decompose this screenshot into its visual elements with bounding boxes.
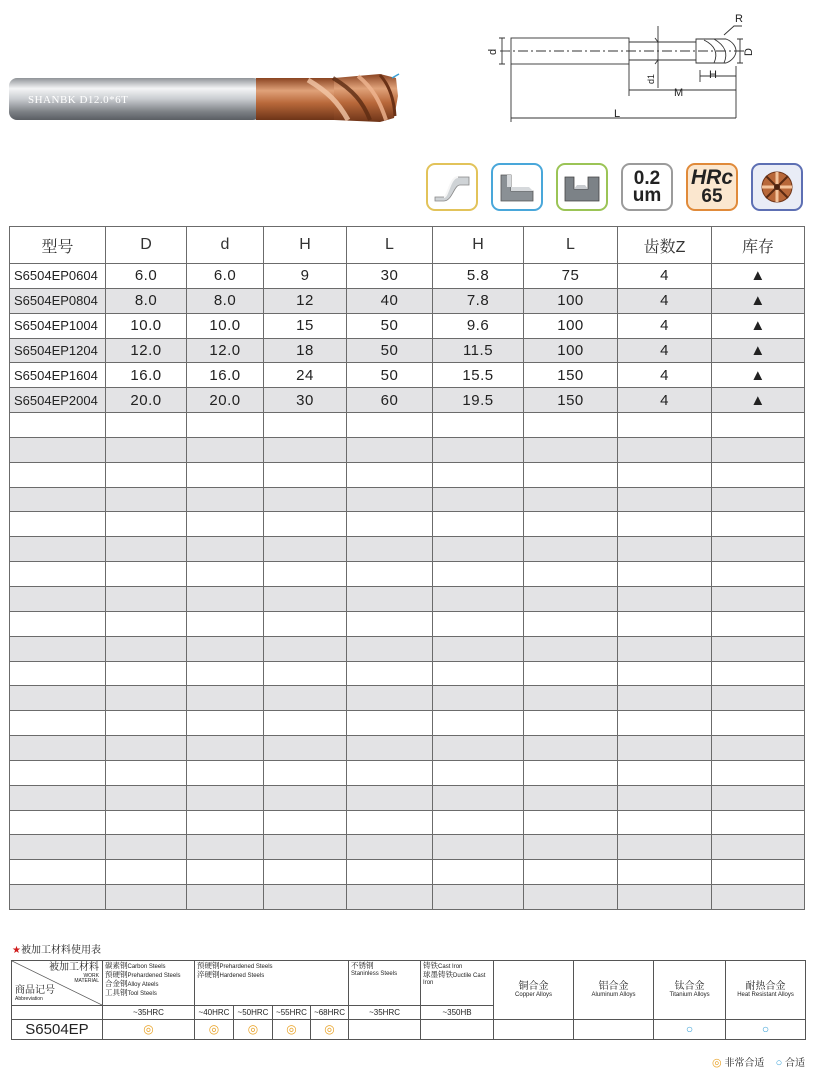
- header-model: 型号: [10, 227, 106, 264]
- cell-flutes: 4: [618, 313, 712, 338]
- header-stock: 库存: [712, 227, 805, 264]
- stainless-steel-cell: 不锈钢 Staninless Steels: [349, 961, 421, 1006]
- cell-stock: ▲: [712, 338, 805, 363]
- cell-L: 50: [347, 313, 433, 338]
- hardness-icon: HRc 65: [686, 163, 738, 211]
- cell-L: 40: [347, 288, 433, 313]
- cell-model: S6504EP1604: [10, 363, 106, 388]
- suitability-mark: ◎: [273, 1020, 311, 1040]
- cell-L: 30: [347, 264, 433, 289]
- header-L: L: [347, 227, 433, 264]
- header-H: H: [264, 227, 347, 264]
- flutes-icon: [751, 163, 803, 211]
- header-H2: H: [433, 227, 524, 264]
- cell-L2: 150: [524, 388, 618, 413]
- material-corner-cell: 被加工材料 WORK MATERIAL 商品记号 Abbreviation: [12, 961, 103, 1006]
- range-cell: ~68HRC: [311, 1006, 349, 1020]
- cell-flutes: 4: [618, 288, 712, 313]
- empty-table-row: [10, 462, 805, 487]
- hardened-steel-group: 预硬钢Prehardened Steels 淬硬钢Hardened Steels: [195, 961, 349, 1006]
- header-L2: L: [524, 227, 618, 264]
- cell-flutes: 4: [618, 338, 712, 363]
- empty-table-row: [10, 835, 805, 860]
- empty-table-row: [10, 537, 805, 562]
- empty-table-row: [10, 487, 805, 512]
- cell-flutes: 4: [618, 264, 712, 289]
- table-header-row: [10, 227, 805, 264]
- table-row: [10, 363, 805, 388]
- cell-L: 50: [347, 338, 433, 363]
- empty-table-row: [10, 785, 805, 810]
- cell-H2: 9.6: [433, 313, 524, 338]
- cell-d: 6.0: [187, 264, 264, 289]
- cell-L2: 150: [524, 363, 618, 388]
- cell-stock: ▲: [712, 264, 805, 289]
- cell-L2: 100: [524, 288, 618, 313]
- cell-H: 30: [264, 388, 347, 413]
- label-d: d: [487, 48, 499, 55]
- slot-milling-icon: [556, 163, 608, 211]
- empty-table-row: [10, 760, 805, 785]
- range-cell: ~50HRC: [234, 1006, 273, 1020]
- table-row: [10, 288, 805, 313]
- cell-d: 16.0: [187, 363, 264, 388]
- suitability-mark: [349, 1020, 421, 1040]
- empty-table-row: [10, 611, 805, 636]
- suitability-mark: [574, 1020, 654, 1040]
- cell-stock: ▲: [712, 288, 805, 313]
- label-H: H: [709, 69, 717, 81]
- range-cell: ~40HRC: [195, 1006, 234, 1020]
- cell-d: 10.0: [187, 313, 264, 338]
- cell-model: S6504EP0804: [10, 288, 106, 313]
- cell-L: 50: [347, 363, 433, 388]
- product-code: S6504EP: [12, 1020, 103, 1040]
- product-suitability-row: [12, 1020, 806, 1040]
- suitability-mark: [421, 1020, 494, 1040]
- empty-table-row: [10, 885, 805, 910]
- cell-model: S6504EP1004: [10, 313, 106, 338]
- accuracy-icon: 0.2 um: [621, 163, 673, 211]
- table-row: [10, 313, 805, 338]
- cell-L: 60: [347, 388, 433, 413]
- cell-H2: 5.8: [433, 264, 524, 289]
- label-R: R: [735, 13, 743, 25]
- empty-table-row: [10, 711, 805, 736]
- cell-H2: 15.5: [433, 363, 524, 388]
- cell-model: S6504EP2004: [10, 388, 106, 413]
- suitability-mark: ◎: [103, 1020, 195, 1040]
- cast-iron-group: 铸铁Cast Iron 球墨铸铁Ductile Cast Iron: [421, 961, 494, 1006]
- carbon-steel-group: 碳素钢Carbon Steels 预硬钢Prehardened Steels 合金钢Alloy Ateels 工具钢Tool Steels: [103, 961, 195, 1006]
- empty-table-row: [10, 512, 805, 537]
- label-M: M: [674, 87, 684, 99]
- material-header-row: [12, 961, 806, 1006]
- cell-D: 10.0: [106, 313, 187, 338]
- empty-table-row: [10, 413, 805, 438]
- cell-D: 12.0: [106, 338, 187, 363]
- empty-table-row: [10, 636, 805, 661]
- label-D: D: [743, 48, 755, 56]
- suitability-mark: ◎: [311, 1020, 349, 1040]
- cell-L2: 100: [524, 313, 618, 338]
- cell-H2: 7.8: [433, 288, 524, 313]
- empty-table-row: [10, 586, 805, 611]
- header-flutes: 齿数Z: [618, 227, 712, 264]
- cell-d: 8.0: [187, 288, 264, 313]
- range-cell: ~35HRC: [349, 1006, 421, 1020]
- material-table-title: ★被加工材料使用表: [12, 945, 101, 956]
- label-L: L: [614, 108, 621, 120]
- header-D: D: [106, 227, 187, 264]
- titanium-alloys-cell: 钛合金 Titanium Alloys: [654, 961, 726, 1020]
- suitability-mark: ○: [726, 1020, 806, 1040]
- empty-table-row: [10, 661, 805, 686]
- suitability-mark: ◎: [234, 1020, 273, 1040]
- empty-table-row: [10, 437, 805, 462]
- table-row: [10, 338, 805, 363]
- suitability-mark: ◎: [195, 1020, 234, 1040]
- dimension-drawing: [478, 6, 778, 128]
- cell-H2: 11.5: [433, 338, 524, 363]
- cell-flutes: 4: [618, 388, 712, 413]
- table-row: [10, 388, 805, 413]
- end-mill-photo: [8, 72, 400, 124]
- very-suitable-symbol: ◎: [712, 1057, 722, 1069]
- header-d: d: [187, 227, 264, 264]
- empty-table-row: [10, 860, 805, 885]
- cell-stock: ▲: [712, 388, 805, 413]
- cell-H: 24: [264, 363, 347, 388]
- cell-H: 12: [264, 288, 347, 313]
- cell-d: 12.0: [187, 338, 264, 363]
- cell-L2: 75: [524, 264, 618, 289]
- cell-H2: 19.5: [433, 388, 524, 413]
- cell-flutes: 4: [618, 363, 712, 388]
- cell-D: 16.0: [106, 363, 187, 388]
- heat-resistant-alloys-cell: 耐热合金 Heat Resistant Alloys: [726, 961, 806, 1020]
- cell-model: S6504EP0604: [10, 264, 106, 289]
- shoulder-milling-icon: [491, 163, 543, 211]
- empty-table-row: [10, 810, 805, 835]
- range-cell: ~35HRC: [103, 1006, 195, 1020]
- cell-L2: 100: [524, 338, 618, 363]
- aluminum-alloys-cell: 铝合金 Aluminum Alloys: [574, 961, 654, 1020]
- suitable-label: 合适: [785, 1058, 805, 1069]
- copper-alloys-cell: 铜合金 Copper Alloys: [494, 961, 574, 1020]
- cell-stock: ▲: [712, 313, 805, 338]
- cell-d: 20.0: [187, 388, 264, 413]
- cell-H: 9: [264, 264, 347, 289]
- cell-D: 20.0: [106, 388, 187, 413]
- cell-D: 6.0: [106, 264, 187, 289]
- suitability-mark: ○: [654, 1020, 726, 1040]
- profile-milling-icon: [426, 163, 478, 211]
- range-cell: ~55HRC: [273, 1006, 311, 1020]
- suitability-legend: [712, 1054, 805, 1069]
- empty-table-row: [10, 736, 805, 761]
- table-row: [10, 264, 805, 289]
- label-d1: d1: [646, 73, 656, 84]
- cell-D: 8.0: [106, 288, 187, 313]
- empty-table-row: [10, 686, 805, 711]
- material-table: [11, 960, 806, 1040]
- suitability-mark: [494, 1020, 574, 1040]
- empty-table-row: [10, 562, 805, 587]
- spec-table: [9, 226, 805, 910]
- suitable-symbol: ○: [775, 1057, 783, 1069]
- very-suitable-label: 非常合适: [724, 1058, 765, 1069]
- cell-H: 18: [264, 338, 347, 363]
- cell-stock: ▲: [712, 363, 805, 388]
- cell-H: 15: [264, 313, 347, 338]
- range-cell: ~350HB: [421, 1006, 494, 1020]
- shank-marking: SHANBK D12.0*6T: [28, 94, 129, 106]
- cell-model: S6504EP1204: [10, 338, 106, 363]
